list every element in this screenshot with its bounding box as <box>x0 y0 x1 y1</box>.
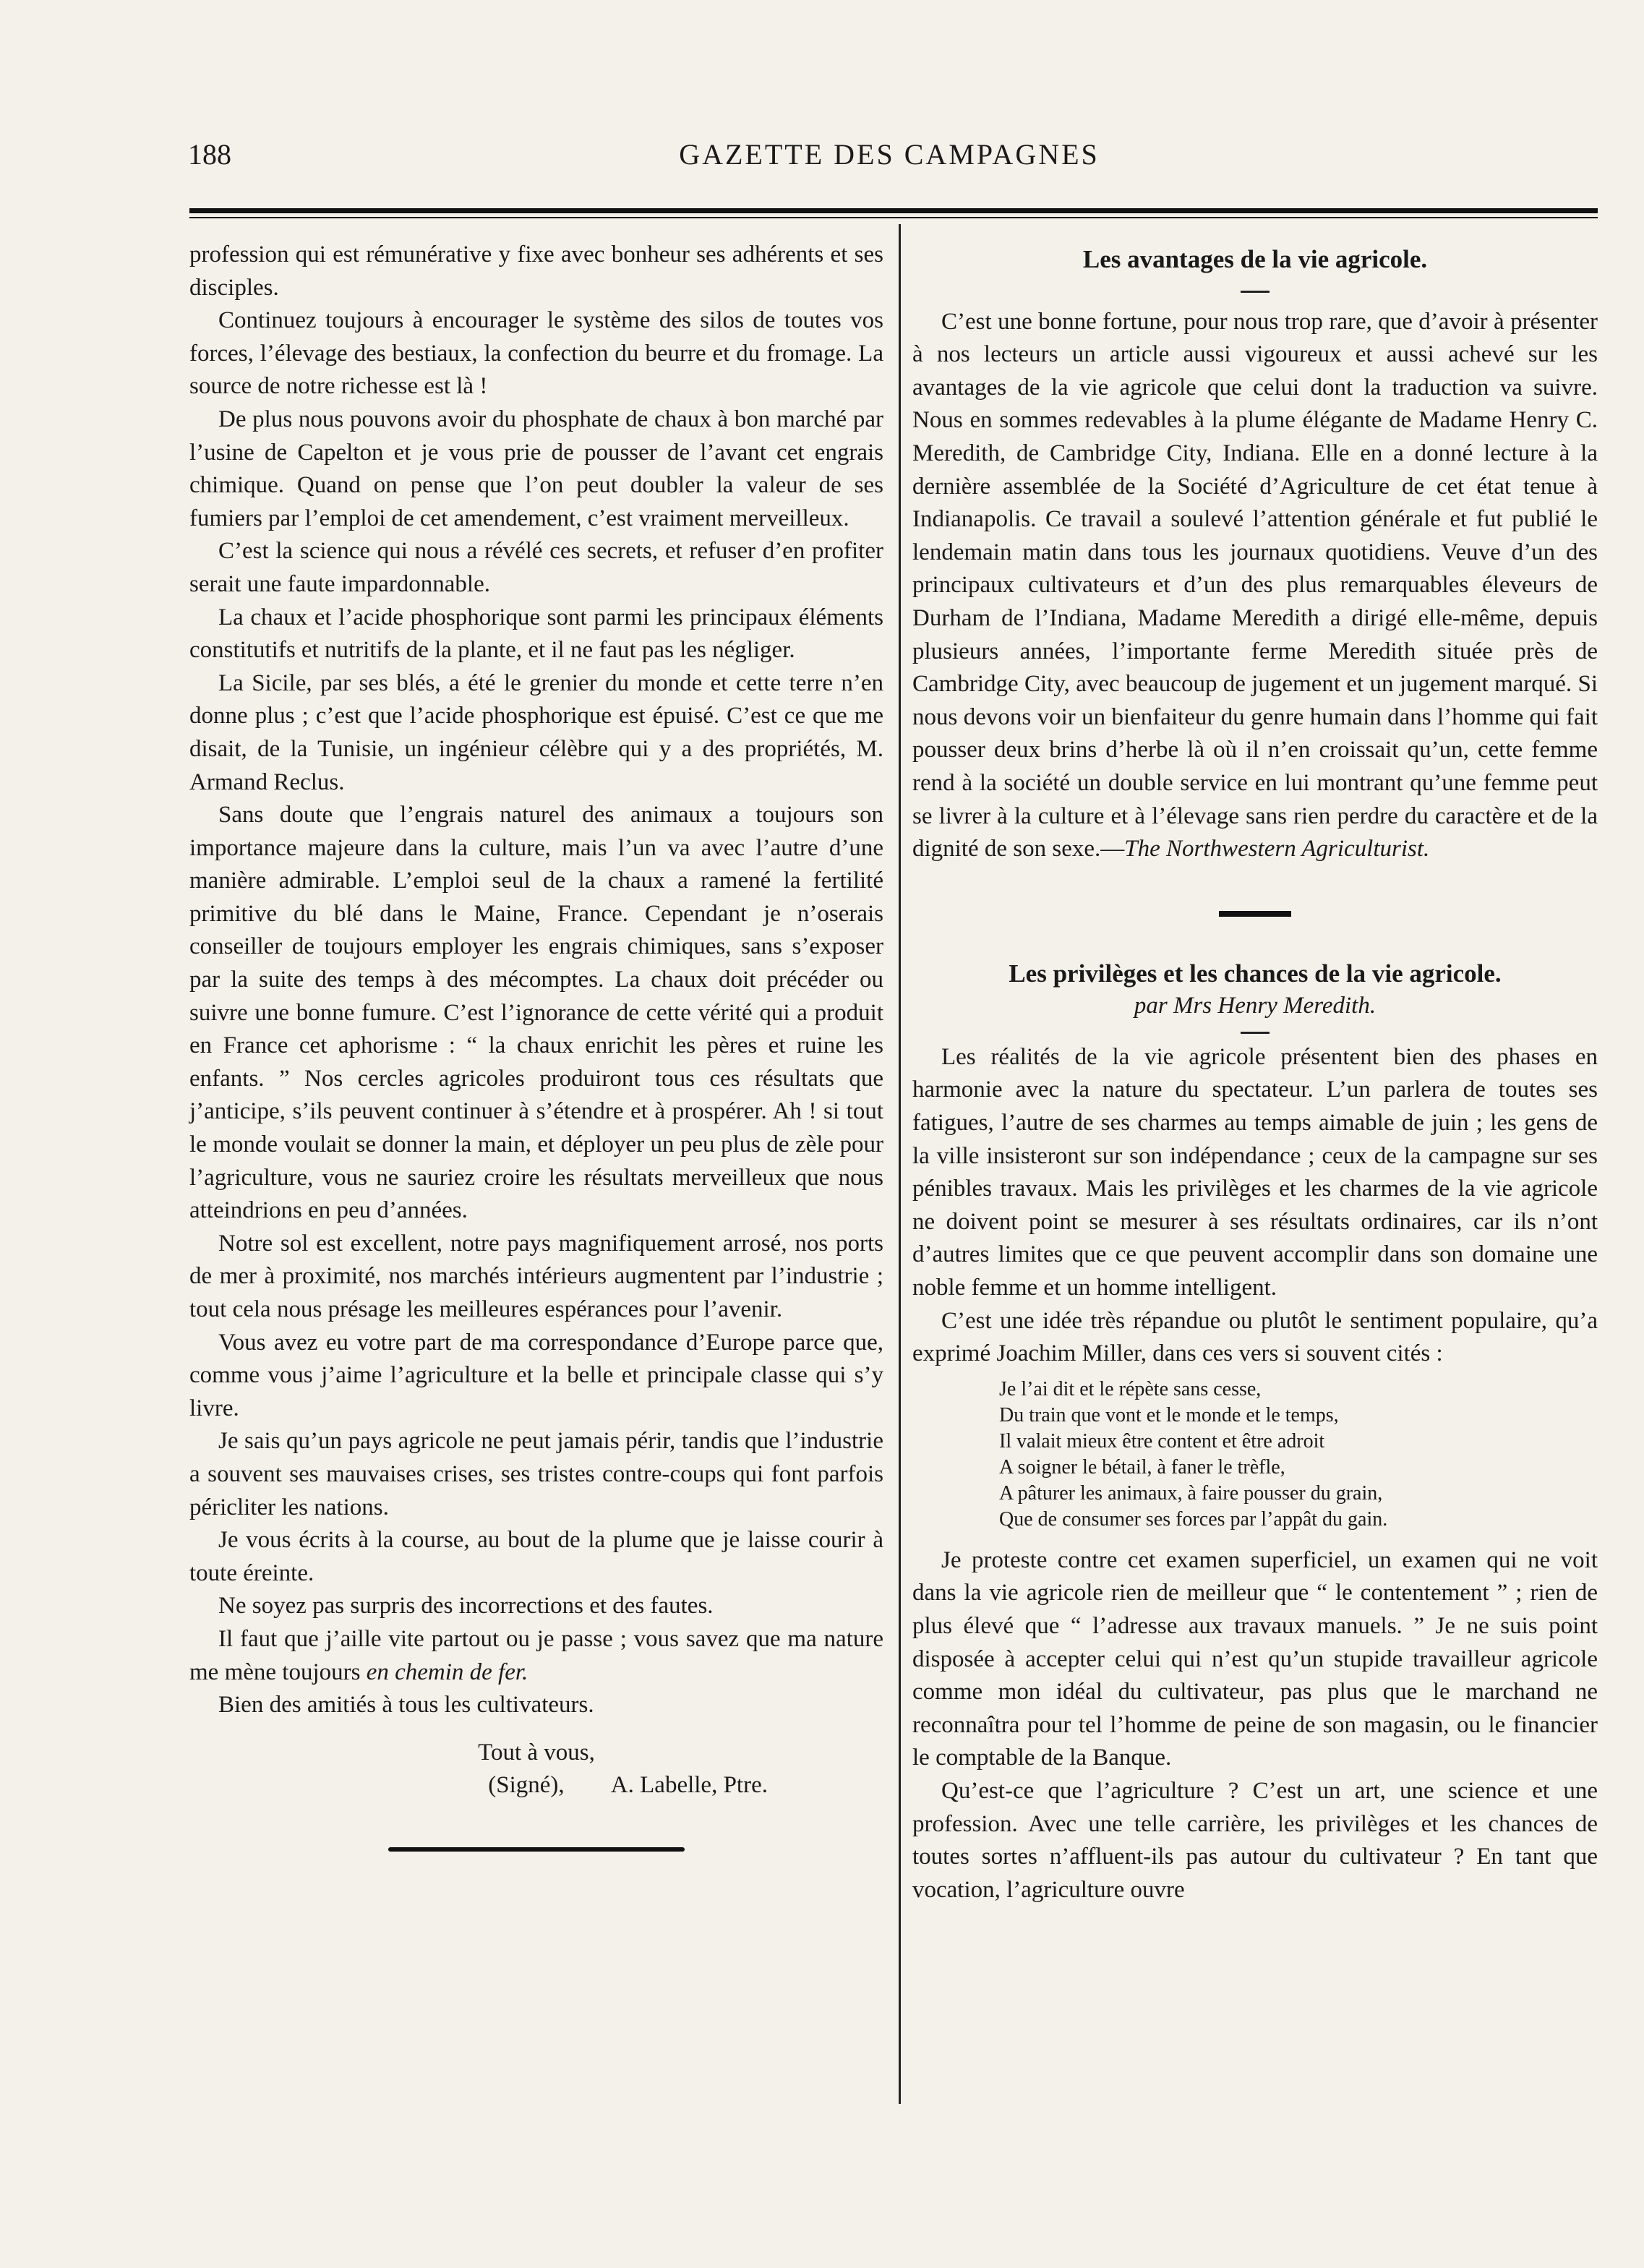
paragraph: Continuez toujours à encourager le système des silos de toutes vos forces, l’élevage des bestiaux, la confection du beurre et du fromage. La source de notre richesse est là ! <box>189 307 883 400</box>
poem-line: Du train que vont et le monde et le temps, <box>999 1403 1339 1426</box>
paragraph: De plus nous pouvons avoir du phosphate de chaux à bon marché par l’usine de Capelton et je vous prie de pousser de l’avant cet engrais chimique. Quand on pense que l’on peut doubler la valeur de ses fumiers par l’emploi de cet amendement, c’est vraiment merveilleux. <box>189 406 883 531</box>
end-ornament-rule <box>388 1847 685 1852</box>
paragraph: Ne soyez pas surpris des incorrections et des fautes. <box>218 1593 714 1619</box>
paragraph: Sans doute que l’engrais naturel des animaux a toujours son importance majeure dans la culture, mais l’un va avec l’autre d’une manière admirable. L’emploi seul de la chaux a ramené la fertilité primitive du blé dans le Maine, France. Cependant je n’oserais conseiller de toujours employer les engrais chimiques, sans s’exposer par la suite des temps à des mécomptes. La chaux doit précéder ou suivre une bonne fumure. C’est l’ignorance de cette vérité qui a produit en France cet aphorisme : “ la chaux enrichit les pères et ruine les enfants. ” Nos cercles agricoles produiront tous ces résultats que j’anticipe, s’ils peuvent continuer à s’étendre et à prospérer. Ah ! si tout le monde voulait se donner la main, et déployer un peu plus de zèle pour l’agriculture, vous ne sauriez croire les résultats merveilleux que nous atteindrions en peu d’années. <box>189 802 883 1224</box>
column-divider <box>899 224 901 2104</box>
title-dash <box>1241 1032 1270 1034</box>
poem-line: Il valait mieux être content et être adroit <box>999 1429 1325 1452</box>
paragraph: Notre sol est excellent, notre pays magnifiquement arrosé, nos ports de mer à proximité, nos marchés intérieurs augmentent par l’industrie ; tout cela nous présage les meilleures espérances pour l’avenir. <box>189 1230 883 1322</box>
article-source: The Northwestern Agriculturist. <box>1124 836 1430 863</box>
paragraph-last <box>189 1623 883 1689</box>
paragraph: Je vous écrits à la course, au bout de la plume que je laisse courir à toute éreinte. <box>189 1527 883 1586</box>
poem-line: A pâturer les animaux, à faire pousser du grain, <box>999 1481 1383 1505</box>
signoff: Tout à vous, <box>478 1739 595 1766</box>
article-title: Les avantages de la vie agricole. <box>1082 245 1428 273</box>
paragraph: La chaux et l’acide phosphorique sont parmi les principaux éléments constitutifs et nutritifs de la plante, et il ne faut pas les négliger. <box>189 604 883 664</box>
header-rule-thin <box>189 217 1598 218</box>
poem <box>912 1377 1598 1533</box>
closing-line: Bien des amitiés à tous les cultivateurs. <box>218 1692 594 1719</box>
poem-line: Que de consumer ses forces par l’appât du gain. <box>999 1507 1388 1531</box>
left-column <box>189 239 883 1852</box>
article-byline: par Mrs Henry Meredith. <box>1134 993 1377 1019</box>
paragraph: C’est une idée très répandue ou plutôt le sentiment populaire, qu’a exprimé Joachim Miller, dans ces vers si souvent cités : <box>912 1307 1598 1367</box>
article-body-text: C’est une bonne fortune, pour nous trop rare, que d’avoir à présenter à nos lecteurs un article aussi vigoureux et aussi achevé sur les avantages de la vie agricole que celui dont la traduction va suivre. Nous en sommes redevables à la plume élégante de Madame Henry C. Meredith, de Cambridge City, Indiana. Elle en a donné lecture à la dernière assemblée de la Société d’Agriculture de cet état tenue à Indianapolis. Ce travail a soulevé l’attention générale et fut publié le lendemain matin dans tous les journaux quotidiens. Veuve d’un des principaux cultivateurs et d’un des plus remarquables éleveurs de Durham de l’Indiana, Madame Meredith a dirigé elle-même, depuis plusieurs années, l’importante ferme Meredith située près de Cambridge City, avec beaucoup de jugement et un jugement marqué. Si nous devons voir un bienfaiteur du genre humain dans l’homme qui fait pousser deux brins d’herbe là où il n’en croissait qu’un, cette femme rend à la société un double service en lui montrant qu’une femme peut se livrer à la culture et à l’élevage sans rien perdre du caractère et de la dignité de son sexe.— <box>912 308 1598 863</box>
poem-line: A soigner le bétail, à faner le trèfle, <box>999 1455 1285 1479</box>
title-dash <box>1241 291 1270 293</box>
signature: (Signé), A. Labelle, Ptre. <box>488 1772 768 1799</box>
paragraph: profession qui est rémunérative y fixe avec bonheur ses adhérents et ses disciples. <box>189 241 883 301</box>
paragraph: Les réalités de la vie agricole présentent bien des phases en harmonie avec la nature du spectateur. L’un parlera de toutes ses fatigues, l’autre de ses charmes au temps aimable de juin ; les gens de la ville insisteront sur son indépendance ; ceux de la campagne sur ses pénibles travaux. Mais les privilèges et les charmes de la vie agricole ne doivent point se mesurer à ses résultats ordinaires, car ils n’ont d’autres limites que ce que peuvent accomplir dans son domaine une noble femme et un homme intelligent. <box>912 1043 1598 1301</box>
italic-phrase: en chemin de fer. <box>366 1659 528 1685</box>
page-header <box>181 137 1598 181</box>
paragraph-text: Il faut que j’aille vite partout ou je passe ; vous savez que ma nature me mène toujours <box>189 1625 883 1685</box>
article-separator <box>1219 911 1291 917</box>
page-number: 188 <box>188 138 231 171</box>
paragraph: Je proteste contre cet examen superficiel, un examen qui ne voit dans la vie agricole rien de meilleur que “ le contentement ” ; rien de plus élevé que “ l’adresse aux travaux manuels. ” Je ne suis point disposée à accepter celui qui n’est qu’un stupide travailleur agricole comme mon idéal du cultivateur, pas plus que le marchand ne reconnaîtra pour tel l’homme de peine de son magasin, ou le financier le comptable de la Banque. <box>912 1546 1598 1771</box>
journal-title: GAZETTE DES CAMPAGNES <box>679 138 1100 171</box>
paragraph: Vous avez eu votre part de ma correspondance d’Europe parce que, comme vous j’aime l’agriculture et la belle et principale classe qui s’y livre. <box>189 1329 883 1421</box>
paragraph: La Sicile, par ses blés, a été le grenier du monde et cette terre n’en donne plus ; c’est que l’acide phosphorique est épuisé. C’est ce que me disait, de la Tunisie, un ingénieur célèbre qui y a des propriétés, M. Armand Reclus. <box>189 669 883 795</box>
right-column <box>912 239 1598 1907</box>
paragraph: Qu’est-ce que l’agriculture ? C’est un art, une science et une profession. Avec une telle carrière, les privilèges et les chances de toutes sortes n’affluent-ils pas autour du cultivateur ? En tant que vocation, l’agriculture ouvre <box>912 1777 1598 1903</box>
paragraph: C’est la science qui nous a révélé ces secrets, et refuser d’en profiter serait une faute impardonnable. <box>189 538 883 597</box>
paragraph: Je sais qu’un pays agricole ne peut jamais périr, tandis que l’industrie a souvent ses mauvaises crises, ses tristes contre-coups qui font parfois péricliter les nations. <box>189 1428 883 1520</box>
header-rule-thick <box>189 208 1598 213</box>
poem-line: Je l’ai dit et le répète sans cesse, <box>999 1377 1262 1400</box>
article-body <box>912 306 1598 866</box>
article-title: Les privilèges et les chances de la vie agricole. <box>1009 959 1502 988</box>
